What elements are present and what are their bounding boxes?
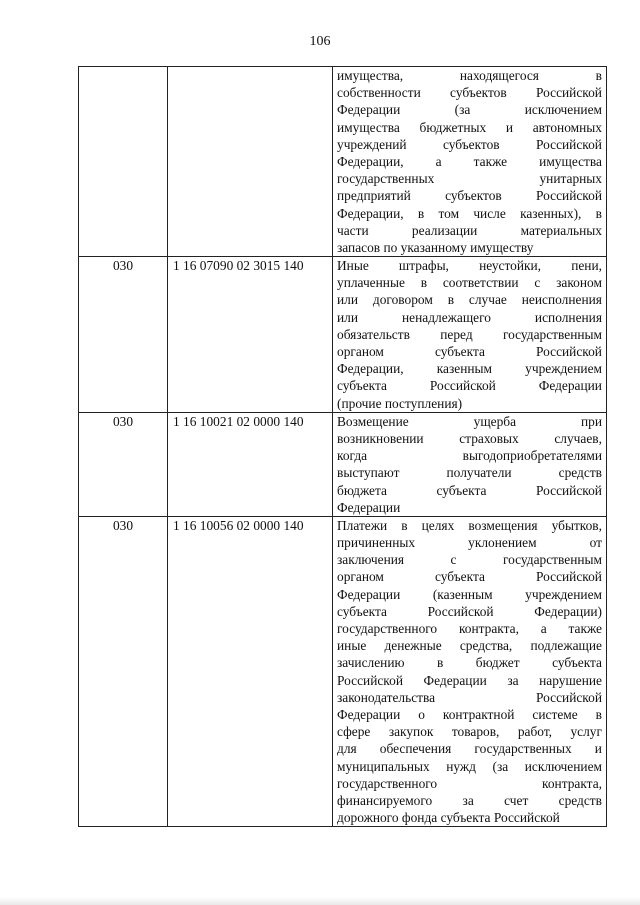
description-word: субъекта bbox=[440, 810, 491, 826]
description-line bbox=[337, 464, 602, 481]
description-cell bbox=[333, 516, 607, 826]
description-line bbox=[337, 689, 602, 706]
description-line bbox=[337, 551, 602, 568]
description-line bbox=[337, 740, 602, 757]
description-line bbox=[337, 809, 602, 826]
description-word: Федерации bbox=[337, 586, 401, 602]
description-word: Российской bbox=[535, 85, 602, 101]
description-word: бюджета bbox=[337, 482, 387, 498]
description-word: в bbox=[595, 706, 602, 722]
description-word: субъекта bbox=[434, 569, 485, 585]
description-word: реализации bbox=[411, 222, 478, 238]
description-word: зачислению bbox=[337, 655, 405, 671]
description-word: субъекта bbox=[434, 344, 485, 359]
description-line bbox=[337, 343, 602, 360]
description-line bbox=[337, 517, 602, 534]
description-word: договором bbox=[372, 292, 433, 308]
description-word: предприятий bbox=[337, 188, 411, 204]
description-word: средств bbox=[558, 465, 602, 481]
description-word: органом bbox=[337, 344, 384, 359]
description-word: Российской bbox=[427, 603, 494, 619]
description-word: уклонением bbox=[468, 535, 537, 551]
description-word: государственных bbox=[474, 741, 572, 757]
description-line bbox=[337, 413, 602, 430]
description-word: исключением bbox=[524, 102, 602, 118]
description-word: Российской bbox=[536, 188, 602, 204]
kbk-code-cell bbox=[168, 67, 333, 257]
description-word: Российской bbox=[535, 482, 602, 498]
description-word: имущества bbox=[337, 119, 400, 135]
description-line bbox=[337, 222, 602, 239]
description-line bbox=[337, 67, 602, 84]
description-line bbox=[337, 568, 602, 585]
description-line bbox=[337, 430, 602, 447]
description-line bbox=[337, 274, 602, 291]
description-word: учреждением bbox=[525, 586, 602, 602]
description-word: Возмещение bbox=[337, 413, 409, 429]
description-line bbox=[337, 447, 602, 464]
description-word: возникновении bbox=[337, 430, 424, 446]
description-word: субъектов bbox=[450, 85, 507, 101]
description-word: (прочие поступления) bbox=[337, 395, 463, 411]
description-word: получатели bbox=[446, 465, 512, 481]
description-line bbox=[337, 482, 602, 499]
description-word: услуг bbox=[570, 724, 602, 740]
description-word: Платежи bbox=[337, 517, 388, 533]
description-cell bbox=[333, 412, 607, 516]
description-word: Федерации, bbox=[337, 153, 404, 169]
description-word: счет bbox=[504, 792, 529, 808]
description-word: выступают bbox=[337, 465, 400, 481]
description-word: возмещения bbox=[468, 517, 538, 533]
kbk-code-cell: 1 16 10056 02 0000 140 bbox=[168, 516, 333, 826]
description-word: государственного bbox=[337, 775, 438, 791]
description-word: в bbox=[401, 517, 408, 533]
description-word: субъектов bbox=[442, 136, 500, 152]
description-line bbox=[337, 706, 602, 723]
description-line bbox=[337, 775, 602, 792]
description-word: автономных bbox=[532, 119, 602, 135]
description-word: иные bbox=[337, 638, 367, 654]
description-line bbox=[337, 101, 602, 118]
description-word: сфере bbox=[337, 724, 371, 740]
description-line bbox=[337, 654, 602, 671]
description-word: обязательств bbox=[337, 326, 410, 342]
description-word: государственного bbox=[337, 621, 438, 636]
description-line bbox=[337, 792, 602, 809]
description-word: казенным bbox=[436, 361, 493, 377]
description-line bbox=[337, 84, 602, 101]
description-word: убытков, bbox=[551, 517, 602, 533]
description-word: дорожного bbox=[337, 810, 399, 826]
description-word: Российской bbox=[535, 136, 602, 152]
description-word: от bbox=[589, 535, 602, 551]
description-word: о bbox=[418, 706, 425, 722]
admin-code-cell: 030 bbox=[79, 257, 168, 413]
description-word: собственности bbox=[337, 85, 421, 101]
table-row bbox=[79, 67, 607, 257]
description-line bbox=[337, 586, 602, 603]
description-word: причиненных bbox=[337, 535, 416, 551]
description-line bbox=[337, 257, 602, 274]
description-line bbox=[337, 603, 602, 620]
description-word: перед bbox=[440, 326, 473, 342]
description-line bbox=[337, 136, 602, 153]
description-word: товаров, bbox=[451, 724, 500, 740]
description-word: Федерации, bbox=[337, 205, 404, 221]
description-word: органом bbox=[337, 569, 384, 585]
description-word: Федерации bbox=[337, 102, 401, 118]
description-line bbox=[337, 153, 602, 170]
description-word: числе bbox=[473, 205, 506, 221]
description-line bbox=[337, 326, 602, 343]
description-word: Российской bbox=[337, 672, 403, 688]
description-word: материальных bbox=[520, 222, 602, 238]
description-word: соответствии bbox=[442, 275, 519, 291]
description-word: страховых bbox=[459, 430, 519, 446]
description-word: финансируемого bbox=[337, 792, 433, 808]
description-word: субъекта bbox=[436, 482, 487, 498]
description-word: исполнения bbox=[534, 309, 602, 325]
description-word: фонда bbox=[401, 810, 438, 826]
description-word: государственным bbox=[502, 326, 602, 342]
description-word: Иные bbox=[337, 258, 369, 274]
description-word: денежные bbox=[384, 638, 442, 654]
description-word: Российской bbox=[536, 689, 602, 705]
description-line bbox=[337, 119, 602, 136]
description-word: штрафы, bbox=[398, 258, 449, 274]
description-word: имущества, bbox=[337, 68, 404, 83]
description-word: системе bbox=[532, 706, 578, 722]
description-word: для bbox=[337, 741, 357, 757]
description-word: Российской bbox=[493, 810, 560, 826]
description-word: Федерации, bbox=[337, 361, 404, 377]
description-word: также bbox=[473, 153, 508, 169]
description-line bbox=[337, 239, 602, 256]
description-word: с bbox=[534, 275, 541, 291]
description-word: нарушение bbox=[539, 672, 602, 688]
description-word: Российской bbox=[535, 344, 602, 359]
description-line bbox=[337, 187, 602, 204]
scan-edge-shadow bbox=[0, 897, 640, 905]
description-word: находящегося bbox=[459, 68, 539, 83]
description-word: выгодоприобретателями bbox=[462, 448, 602, 464]
description-line bbox=[337, 620, 602, 637]
description-line bbox=[337, 723, 602, 740]
description-word: или bbox=[337, 309, 359, 325]
description-word: за bbox=[462, 792, 474, 808]
description-word: в bbox=[447, 292, 455, 308]
description-word: с bbox=[450, 552, 457, 568]
description-word: бюджетных bbox=[419, 119, 487, 135]
description-word: при bbox=[580, 413, 602, 429]
description-word: имущества bbox=[539, 153, 602, 169]
description-word: обеспечения bbox=[379, 741, 452, 757]
description-word: учреждений bbox=[337, 136, 407, 152]
description-word: субъекта bbox=[337, 378, 387, 394]
description-word: средства, bbox=[459, 638, 513, 654]
admin-code-cell bbox=[79, 67, 168, 257]
description-word: муниципальных bbox=[337, 758, 430, 774]
description-word: законом bbox=[556, 275, 602, 291]
description-word: контрактной bbox=[442, 706, 515, 722]
description-word: в bbox=[420, 275, 428, 291]
description-word: и bbox=[594, 741, 602, 757]
description-word: Федерации) bbox=[534, 603, 602, 619]
table-row bbox=[79, 412, 607, 516]
description-word: (за bbox=[454, 102, 471, 118]
description-line bbox=[337, 309, 602, 326]
description-word: в bbox=[595, 68, 602, 83]
description-word: субъекта bbox=[552, 655, 602, 671]
description-line bbox=[337, 360, 602, 377]
description-word: а bbox=[435, 153, 442, 169]
description-word: работ, bbox=[517, 724, 553, 740]
description-word: государственным bbox=[502, 552, 602, 568]
description-line bbox=[337, 170, 602, 187]
description-word: бюджет bbox=[475, 655, 520, 671]
description-word: в bbox=[595, 205, 602, 221]
description-word: Федерации bbox=[337, 706, 401, 722]
description-word: уплаченные bbox=[337, 275, 405, 291]
description-word: исключением bbox=[524, 758, 602, 774]
description-line bbox=[337, 534, 602, 551]
description-line bbox=[337, 637, 602, 654]
description-word: субъекта bbox=[337, 603, 387, 619]
description-cell bbox=[333, 257, 607, 413]
description-word: случае bbox=[468, 292, 507, 308]
description-line bbox=[337, 672, 602, 689]
description-word: в bbox=[436, 655, 444, 671]
description-word: случаев, bbox=[554, 430, 602, 446]
kbk-code-cell: 1 16 10021 02 0000 140 bbox=[168, 412, 333, 516]
description-word: целях bbox=[421, 517, 455, 533]
description-word: пени, bbox=[571, 258, 602, 274]
description-word: унитарных bbox=[539, 171, 602, 187]
description-line bbox=[337, 395, 602, 412]
table-row bbox=[79, 257, 607, 413]
table-row bbox=[79, 516, 607, 826]
description-word: неисполнения bbox=[521, 292, 602, 308]
description-word: Федерации bbox=[337, 499, 401, 515]
description-word: (казенным bbox=[432, 586, 493, 602]
description-line bbox=[337, 758, 602, 775]
description-word: также bbox=[568, 621, 602, 636]
description-word: (за bbox=[492, 758, 509, 774]
budget-code-table bbox=[78, 66, 607, 827]
description-word: средств bbox=[558, 792, 602, 808]
description-cell bbox=[333, 67, 607, 257]
description-word: Федерации bbox=[538, 378, 602, 394]
description-word: субъектов bbox=[445, 188, 502, 204]
description-word: том bbox=[438, 205, 460, 221]
description-word: ущерба bbox=[473, 413, 517, 429]
description-word: а bbox=[540, 621, 547, 636]
description-word: контракта, bbox=[458, 621, 519, 636]
description-line bbox=[337, 377, 602, 394]
description-word: и bbox=[505, 119, 514, 135]
description-word: или bbox=[337, 292, 359, 308]
description-line bbox=[337, 205, 602, 222]
page-number: 106 bbox=[309, 34, 331, 49]
description-word: казенных), bbox=[520, 205, 582, 221]
admin-code-cell: 030 bbox=[79, 412, 168, 516]
description-line bbox=[337, 291, 602, 308]
admin-code-cell: 030 bbox=[79, 516, 168, 826]
kbk-code-cell: 1 16 07090 02 3015 140 bbox=[168, 257, 333, 413]
description-word: части bbox=[337, 222, 369, 238]
description-word: когда bbox=[337, 448, 368, 464]
description-word: за bbox=[507, 672, 519, 688]
description-word: в bbox=[417, 205, 425, 221]
description-word: неустойки, bbox=[479, 258, 542, 274]
description-word: Федерации bbox=[423, 672, 487, 688]
description-word: запасов по указанному имуществу bbox=[337, 239, 534, 255]
description-word: ненадлежащего bbox=[401, 309, 491, 325]
description-word: подлежащие bbox=[530, 638, 602, 654]
description-word: Российской bbox=[535, 569, 602, 585]
description-word: государственных bbox=[337, 171, 435, 187]
description-word: нужд bbox=[446, 758, 476, 774]
description-word: закупок bbox=[388, 724, 434, 740]
description-word: заключения bbox=[337, 552, 405, 568]
description-word: учреждением bbox=[525, 361, 602, 377]
description-line bbox=[337, 499, 602, 516]
description-word: контракта, bbox=[542, 775, 602, 791]
description-word: Российской bbox=[429, 378, 496, 394]
description-word: законодательства bbox=[337, 689, 436, 705]
